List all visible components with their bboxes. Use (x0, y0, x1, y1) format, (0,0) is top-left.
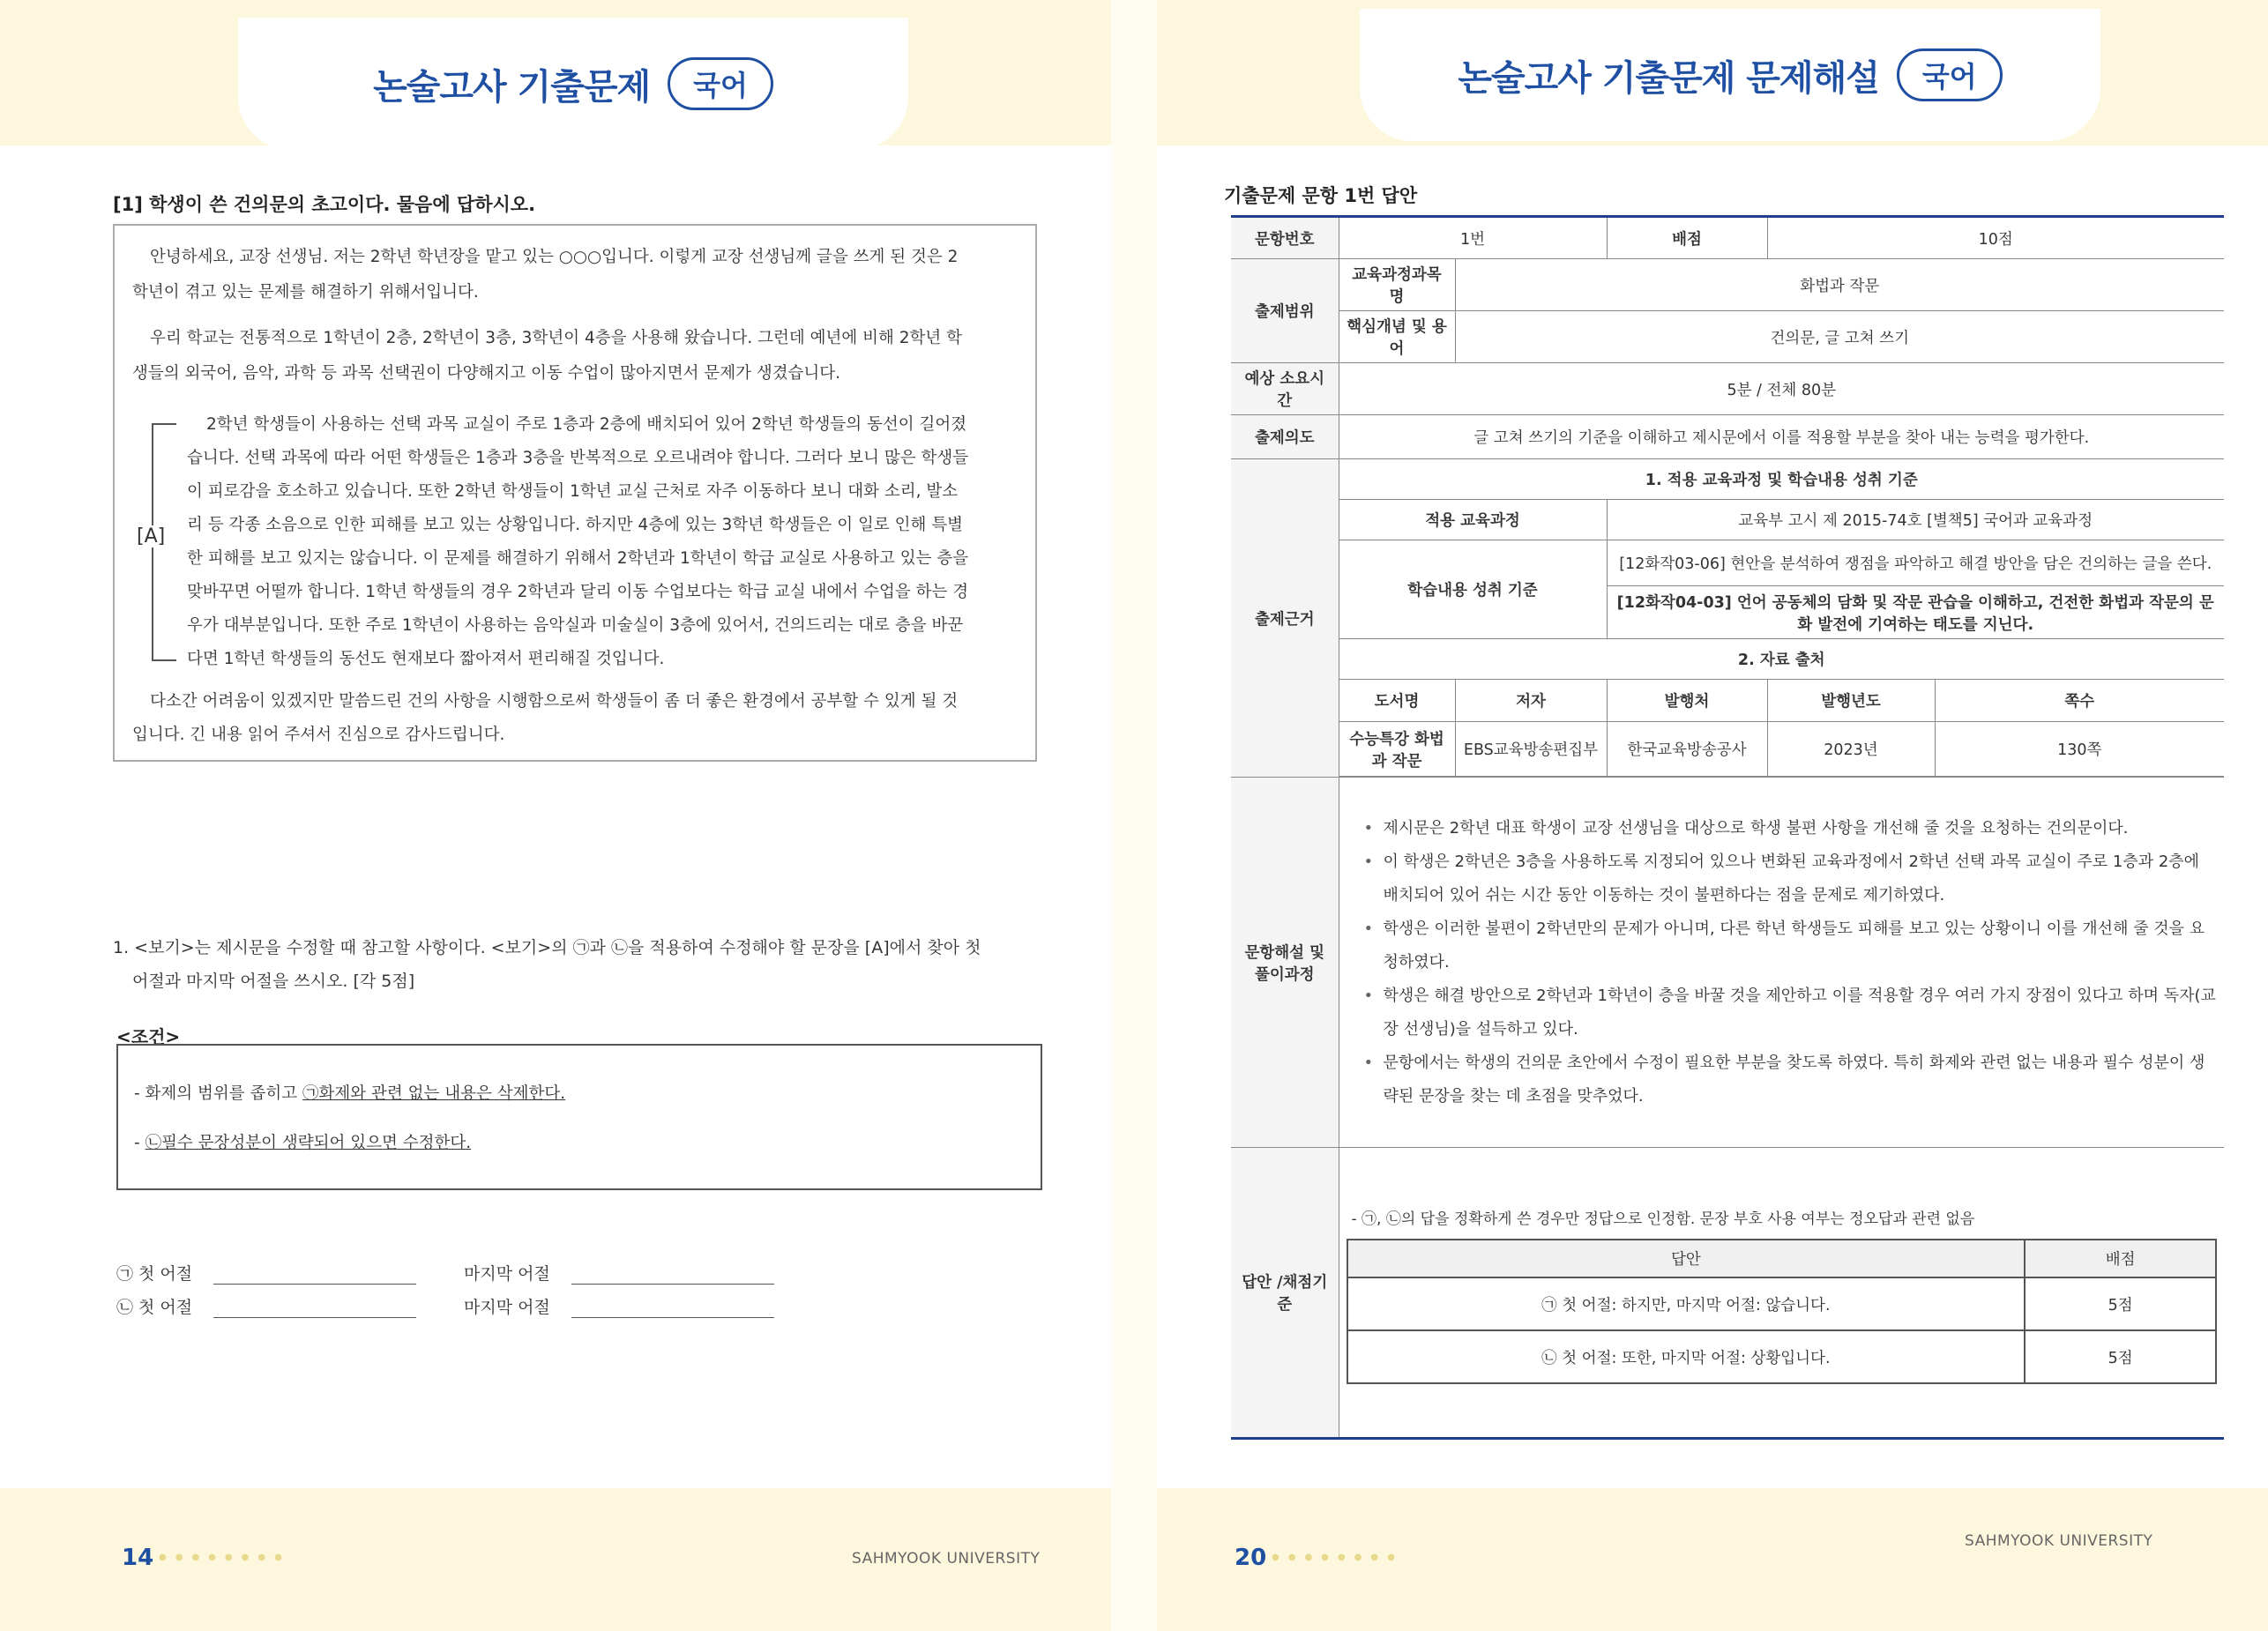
answer-blank[interactable] (571, 1317, 774, 1318)
time-value: 5분 / 전체 80분 (1339, 363, 2224, 415)
answer-blank[interactable] (571, 1284, 774, 1285)
footer-university: SAHMYOOK UNIVERSITY (1965, 1532, 2153, 1550)
right-page (1157, 0, 2268, 1631)
passage-line: 이 피로감을 호소하고 있습니다. 또한 2학년 학생들이 1학년 교실 근처로 자주 이동하다 보니 대화 소리, 발소 (187, 482, 959, 501)
footer-university: SAHMYOOK UNIVERSITY (852, 1550, 1041, 1568)
curriculum-value: 교육부 고시 제 2015-74호 [별책5] 국어과 교육과정 (1607, 500, 2224, 540)
source-value: 한국교육방송공사 (1607, 722, 1767, 777)
section-heading: 기출문제 문항 1번 답안 (1224, 185, 1418, 206)
passage-line: 학년이 겪고 있는 문제를 해결하기 위해서입니다. (132, 283, 479, 302)
passage-line: 2학년 학생들이 사용하는 선택 과목 교실이 주로 1층과 2층에 배치되어 있어 2학년 학생들의 동선이 길어졌 (206, 415, 967, 434)
answer-blank[interactable] (213, 1317, 416, 1318)
passage-line: 입니다. 긴 내용 읽어 주셔서 진심으로 감사드립니다. (132, 726, 505, 744)
explain-label: 문항해설 및 풀이과정 (1231, 778, 1339, 1148)
intent-value: 글 고쳐 쓰기의 기준을 이해하고 제시문에서 이를 적용할 부분을 찾아 내는 능력을 평가한다. (1339, 415, 2224, 459)
answer-last-label: 마지막 어절 (464, 1264, 550, 1284)
basis-subheading: 2. 자료 출처 (1339, 639, 2224, 680)
answer-score: 5점 (2025, 1330, 2216, 1383)
explain-item: • 제시문은 2학년 대표 학생이 교장 선생님을 대상으로 학생 불편 사항을 개선해 줄 것을 요청하는 건의문이다. (1364, 812, 2218, 845)
answer-label: 답안 /채점기준 (1231, 1148, 1339, 1439)
condition-underlined: ㉡필수 문장성분이 생략되어 있으면 수정한다. (145, 1134, 472, 1152)
basis-subheading: 1. 적용 교육과정 및 학습내용 성취 기준 (1339, 459, 2224, 500)
answer-first-label: ㉡ 첫 어절 (116, 1298, 193, 1317)
bracket-label: [A] (137, 525, 166, 547)
answer-text: ㉡ 첫 어절: 또한, 마지막 어절: 상황입니다. (1347, 1330, 2026, 1383)
answer-header: 답안 (1347, 1240, 2026, 1277)
page-title-tab (238, 18, 908, 150)
explain-item: • 이 학생은 2학년은 3층을 사용하도록 지정되어 있으나 변화된 교육과정에서 2학년 선택 과목 교실이 주로 1층과 2층에 배치되어 있어 쉬는 시간 동안 이동하는 것이 불편하다는 점을 문제로 제기하였다. (1364, 845, 2218, 912)
item-no: 1번 (1339, 217, 1607, 259)
course-value: 화법과 작문 (1455, 259, 2224, 311)
condition-line (134, 1081, 565, 1104)
source-header: 발행처 (1607, 680, 1767, 722)
source-value: 130쪽 (1935, 722, 2224, 777)
answer-header: 배점 (2025, 1240, 2216, 1277)
source-value: 2023년 (1767, 722, 1935, 777)
intent-label: 출제의도 (1231, 415, 1339, 459)
passage-line: 습니다. 선택 과목에 따라 어떤 학생들은 1층과 3층을 반복적으로 오르내려야 합니다. 그러다 보니 많은 학생들 (187, 449, 969, 467)
source-header: 도서명 (1339, 680, 1455, 722)
concept-label: 핵심개념 및 용어 (1339, 311, 1455, 363)
standard-label: 학습내용 성취 기준 (1339, 540, 1607, 639)
subject-badge: 국어 (668, 57, 773, 110)
explain-list (1347, 812, 2218, 1113)
question-text (113, 931, 1048, 998)
concept-value: 건의문, 글 고쳐 쓰기 (1455, 311, 2224, 363)
subject-badge: 국어 (1897, 48, 2003, 101)
page-number: 20 (1235, 1545, 1267, 1571)
scope-label: 출제범위 (1231, 259, 1339, 363)
passage-line: 우리 학교는 전통적으로 1학년이 2층, 2학년이 3층, 3학년이 4층을 사용해 왔습니다. 그런데 예년에 비해 2학년 학 (150, 329, 962, 347)
source-value: 수능특강 화법과 작문 (1339, 722, 1455, 777)
page-title: 논술고사 기출문제 문제해설 (1458, 57, 1879, 99)
item-no-label: 문항번호 (1231, 217, 1339, 259)
explain-item: • 학생은 이러한 불편이 2학년만의 문제가 아니며, 다른 학년 학생들도 피해를 보고 있는 상황이니 이를 개선해 줄 것을 요청하였다. (1364, 912, 2218, 979)
course-label: 교육과정과목명 (1339, 259, 1455, 311)
page-number: 14 (122, 1545, 154, 1571)
question-heading: [1] 학생이 쓴 건의문의 초고이다. 물음에 답하시오. (113, 194, 536, 215)
left-page (0, 0, 1111, 1631)
condition-line (134, 1130, 471, 1153)
source-header: 발행년도 (1767, 680, 1935, 722)
basis-label: 출제근거 (1231, 459, 1339, 778)
page-title: 논술고사 기출문제 (373, 66, 651, 108)
answer-text: ㉠ 첫 어절: 하지만, 마지막 어절: 않습니다. (1347, 1277, 2026, 1330)
answer-sheet-table (1231, 215, 2224, 1440)
standard-1: [12화작03-06] 현안을 분석하여 쟁점을 파악하고 해결 방안을 담은 건의하는 글을 쓴다. (1607, 540, 2224, 586)
passage-line: 생들의 외국어, 음악, 과학 등 과목 선택권이 다양해지고 이동 수업이 많아지면서 문제가 생겼습니다. (132, 364, 841, 383)
page-title-tab (1360, 9, 2100, 141)
source-header: 쪽수 (1935, 680, 2224, 722)
condition-underlined: ㉠화제와 관련 없는 내용은 삭제한다. (302, 1084, 566, 1103)
curriculum-label: 적용 교육과정 (1339, 500, 1607, 540)
passage-line: 맞바꾸면 어떨까 합니다. 1학년 학생들의 경우 2학년과 달리 이동 수업보다는 학급 교실 내에서 수업을 하는 경 (187, 583, 969, 601)
score-value: 10점 (1767, 217, 2224, 259)
footer-dots: ●●●●●●●● (159, 1553, 291, 1562)
explain-item: • 학생은 해결 방안으로 2학년과 1학년이 층을 바꿀 것을 제안하고 이를 적용할 경우 여러 가지 장점이 있다고 하며 독자(교장 선생님)을 설득하고 있다. (1364, 979, 2218, 1046)
passage-line: 다면 1학년 학생들의 동선도 현재보다 짧아져서 편리해질 것입니다. (187, 650, 665, 668)
passage-line: 리 등 각종 소음으로 인한 피해를 보고 있는 상황입니다. 하지만 4층에 있는 3학년 학생들은 이 일로 인해 특별 (187, 516, 963, 534)
answer-last-label: 마지막 어절 (464, 1298, 550, 1317)
condition-prefix: - 화제의 범위를 좁히고 (134, 1084, 303, 1103)
question-line: 1. <보기>는 제시문을 수정할 때 참고할 사항이다. <보기>의 ㉠과 ㉡을 적용하여 수정해야 할 문장을 [A]에서 찾아 첫 (113, 938, 981, 957)
source-value: EBS교육방송편집부 (1455, 722, 1607, 777)
condition-heading: <조건> (116, 1026, 181, 1047)
explain-item: • 문항에서는 학생의 건의문 초안에서 수정이 필요한 부분을 찾도록 하였다. 특히 화제와 관련 없는 내용과 필수 성분이 생략된 문장을 찾는 데 초점을 맞추었다. (1364, 1046, 2218, 1113)
condition-box (116, 1044, 1042, 1190)
passage-line: 안녕하세요, 교장 선생님. 저는 2학년 학년장을 맡고 있는 ○○○입니다. 이렇게 교장 선생님께 글을 쓰게 된 것은 2 (150, 248, 959, 266)
condition-prefix: - (134, 1134, 145, 1152)
answer-first-label: ㉠ 첫 어절 (116, 1264, 193, 1284)
passage-line: 한 피해를 보고 있지는 않습니다. 이 문제를 해결하기 위해서 2학년과 1학년이 학급 교실로 사용하고 있는 층을 (187, 549, 969, 568)
answer-table (1347, 1239, 2218, 1384)
passage-line: 다소간 어려움이 있겠지만 말씀드린 건의 사항을 시행함으로써 학생들이 좀 더 좋은 환경에서 공부할 수 있게 될 것 (150, 692, 959, 711)
answer-score: 5점 (2025, 1277, 2216, 1330)
answer-blank[interactable] (213, 1284, 416, 1285)
standard-2: [12화작04-03] 언어 공동체의 담화 및 작문 관습을 이해하고, 건전한 화법과 작문의 문화 발전에 기여하는 태도를 지닌다. (1607, 586, 2224, 639)
time-label: 예상 소요시간 (1231, 363, 1339, 415)
answer-cell (1339, 1148, 2224, 1439)
passage-line: 우가 대부분입니다. 또한 주로 1학년이 사용하는 음악실과 미술실이 3층에 있어서, 건의드리는 대로 층을 바꾼 (187, 616, 964, 635)
footer-dots: ●●●●●●●● (1272, 1553, 1404, 1562)
score-label: 배점 (1607, 217, 1767, 259)
source-header: 저자 (1455, 680, 1607, 722)
question-line: 어절과 마지막 어절을 쓰시오. [각 5점] (132, 972, 415, 991)
explain-cell (1339, 778, 2224, 1148)
answer-note: - ㉠, ㉡의 답을 정확하게 쓴 경우만 정답으로 인정함. 문장 부호 사용 여부는 정오답과 관련 없음 (1351, 1210, 1975, 1228)
